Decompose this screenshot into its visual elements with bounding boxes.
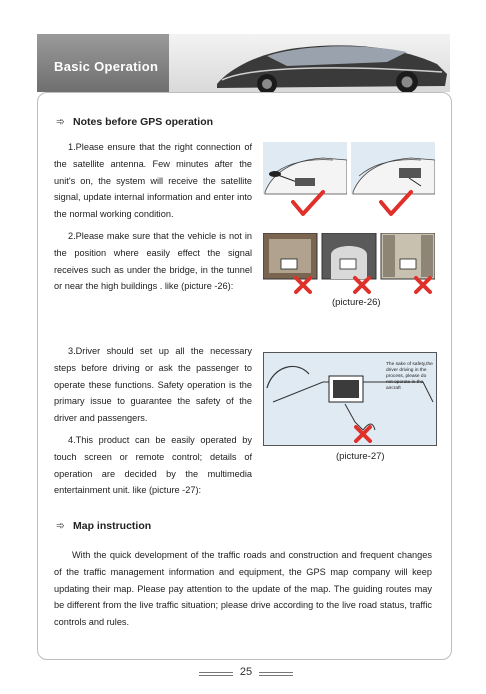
footer-line-left bbox=[199, 672, 233, 673]
section-heading-gps-notes bbox=[56, 116, 213, 128]
antenna-figure-right bbox=[351, 142, 435, 224]
cross-icon bbox=[353, 425, 373, 443]
paragraph-2: 2.Please make sure that the vehicle is not in the position where easily effect the signal receives such as under the bridge, in the tunnel or near the high buildings . like (picture -26): bbox=[54, 231, 252, 292]
car-illustration bbox=[207, 34, 450, 92]
section-heading-map bbox=[56, 520, 151, 532]
footer-line-left-2 bbox=[199, 675, 233, 676]
paragraph-4: 4.This product can be easily operated by touch screen or remote control; details of operation are decided by the multimedia entertainment unit. like (picture -27): bbox=[54, 435, 252, 496]
tunnel-scene bbox=[322, 233, 376, 279]
header-tab bbox=[37, 34, 169, 92]
figure-27-note: The sake of safety,the driver driving in the process, please do not operate in the aircraft bbox=[386, 362, 433, 391]
section-heading-text: Map instruction bbox=[73, 520, 152, 532]
caption-picture-27: (picture-27) bbox=[336, 451, 385, 462]
arrow-bullet-icon: ➾ bbox=[56, 520, 65, 532]
cross-icon bbox=[355, 278, 369, 292]
check-icon bbox=[293, 192, 323, 214]
section-heading-text: Notes before GPS operation bbox=[73, 116, 214, 128]
page-number: 25 bbox=[239, 666, 253, 678]
page-header bbox=[37, 34, 450, 92]
paragraph-1: 1.Please ensure that the right connection of the satellite antenna. Few minutes after the unit's on, the system will receive the satellite signal, update internal information and enter into the normal working condition. bbox=[54, 142, 252, 220]
signal-blocked-figure bbox=[263, 233, 435, 295]
arrow-bullet-icon: ➾ bbox=[56, 116, 65, 128]
footer-line-right bbox=[259, 672, 293, 673]
bridge-scene bbox=[263, 233, 317, 279]
caption-picture-26: (picture-26) bbox=[332, 297, 381, 308]
footer-line-right-2 bbox=[259, 675, 293, 676]
header-title: Basic Operation bbox=[54, 59, 159, 74]
cross-icon bbox=[416, 278, 430, 292]
cross-icon bbox=[296, 278, 310, 292]
buildings-scene bbox=[381, 233, 435, 279]
check-icon bbox=[381, 192, 411, 214]
paragraph-map: With the quick development of the traffic roads and construction and frequent changes of the traffic management information and equipment, the GPS map company will keep updating their map. Please pay attention to the update of the map. The guiding routes may be different from the live traffic situation; please drive according to the live road status, traffic controls and rules. bbox=[54, 550, 432, 628]
antenna-figure-left bbox=[263, 142, 347, 224]
paragraph-3: 3.Driver should set up all the necessary steps before driving or ask the passenger to operate these functions. Safety operation is the primary issue to guarantee the safety of the driver and passengers. bbox=[54, 346, 252, 424]
